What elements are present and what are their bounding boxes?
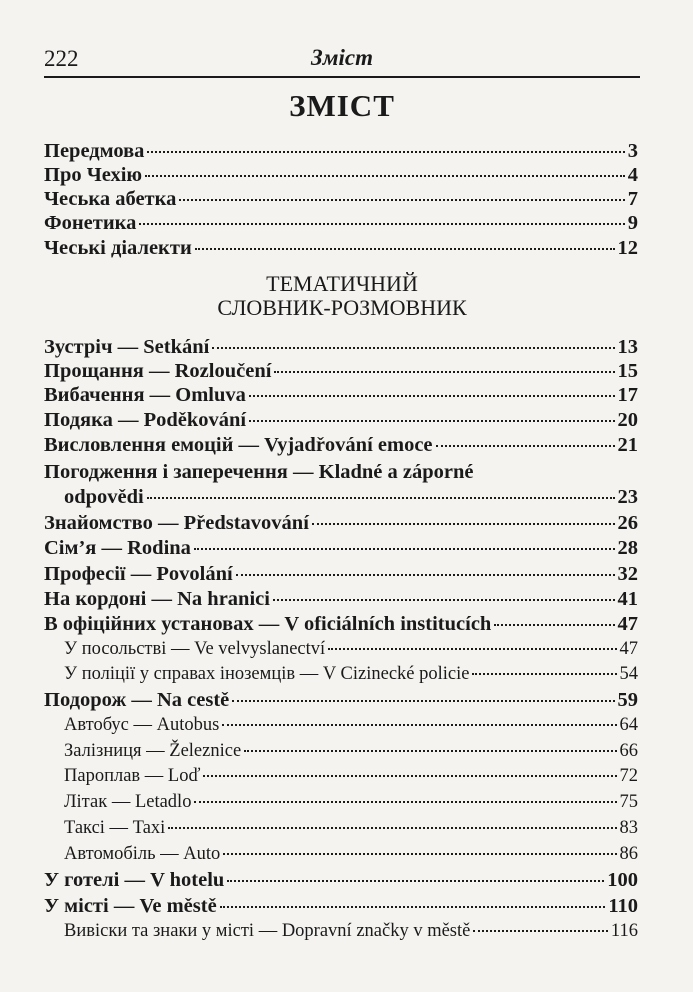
dot-leader	[494, 624, 614, 626]
dot-leader	[249, 420, 614, 422]
toc-subentry	[64, 818, 638, 842]
toc-entry	[44, 537, 638, 561]
toc-entry	[44, 588, 638, 612]
dot-leader	[179, 199, 624, 201]
toc-entry-title: У готелі — V hotelu	[44, 869, 225, 891]
toc-entry-title: Чеські діалекти	[44, 237, 192, 259]
toc-entry-title: В офіційних установах — V oficiálních institucích	[44, 613, 492, 635]
toc-entry-page: 7	[627, 188, 638, 210]
dot-leader	[232, 700, 614, 702]
toc-entry	[44, 895, 638, 919]
toc-entry-page: 4	[627, 164, 638, 186]
toc-entry	[44, 869, 638, 893]
toc-entry-page: 28	[617, 537, 638, 559]
toc-entry	[44, 512, 638, 536]
toc-entry-title: У місті — Ve městě	[44, 895, 217, 917]
toc-entry-page: 15	[617, 360, 638, 382]
toc-subentry	[64, 639, 638, 663]
toc-entry-title: Чеська абетка	[44, 188, 177, 210]
dot-leader	[312, 523, 615, 525]
dot-leader	[223, 853, 616, 855]
dot-leader	[212, 347, 614, 349]
dot-leader	[473, 930, 608, 932]
toc-entry-title: Таксі — Taxi	[64, 818, 166, 838]
toc-entry-page: 47	[619, 639, 638, 659]
toc-entry-page: 47	[617, 613, 638, 635]
running-title: Зміст	[311, 45, 373, 70]
toc-entry-title: Прощання — Rozloučení	[44, 360, 272, 382]
running-header	[44, 44, 640, 78]
toc-entry-continuation	[64, 486, 638, 510]
dot-leader	[203, 775, 616, 777]
toc-entry-title: Погодження і заперечення — Kladné a záporné	[44, 461, 474, 483]
toc-entry-page: 100	[607, 869, 638, 891]
toc-entry-page: 12	[617, 237, 638, 259]
toc-entry	[44, 563, 638, 587]
toc-entry-page: 9	[627, 212, 638, 234]
toc-entry-page: 64	[619, 715, 638, 735]
toc-entry-page: 13	[617, 336, 638, 358]
toc-entry-title: Автобус — Autobus	[64, 715, 220, 735]
toc-subentry	[64, 664, 638, 688]
toc-entry-page: 59	[617, 689, 638, 711]
toc-entry-page: 116	[610, 921, 638, 941]
toc-entry	[44, 409, 638, 433]
toc-entry-title: У поліції у справах іноземців — V Cizinecké policie	[64, 664, 470, 684]
toc-entry-title: Зустріч — Setkání	[44, 336, 210, 358]
toc-entry	[44, 188, 638, 212]
dot-leader	[195, 248, 615, 250]
toc-entry-title: Сім’я — Rodina	[44, 537, 191, 559]
toc-entry-page: 20	[617, 409, 638, 431]
toc-entry	[44, 140, 638, 164]
dot-leader	[139, 223, 624, 225]
toc-entry-title: На кордоні — Na hranici	[44, 588, 270, 610]
toc-entry-title: Літак — Letadlo	[64, 792, 192, 812]
dot-leader	[145, 175, 625, 177]
toc-entry-page: 75	[619, 792, 638, 812]
toc-entry-page: 86	[619, 844, 638, 864]
toc-title: ЗМІСТ	[289, 88, 395, 123]
toc-entry-title: Залізниця — Železnice	[64, 741, 242, 761]
dot-leader	[244, 750, 616, 752]
toc-entry-page: 66	[619, 741, 638, 761]
toc-entry	[44, 461, 638, 485]
dot-leader	[194, 548, 615, 550]
toc-subentry	[64, 792, 638, 816]
toc-subentry	[64, 844, 638, 868]
toc-entry	[44, 434, 638, 458]
dot-leader	[436, 445, 615, 447]
toc-entry-title: Висловлення емоцій — Vyjadřování emoce	[44, 434, 433, 456]
toc-subentry	[64, 741, 638, 765]
toc-entry-page: 23	[617, 486, 638, 508]
dot-leader	[227, 880, 604, 882]
dot-leader	[328, 648, 616, 650]
toc-entry	[44, 336, 638, 360]
toc-entry-title-continued: odpovědi	[64, 486, 144, 508]
dot-leader	[236, 574, 615, 576]
page-number: 222	[44, 46, 79, 71]
toc-entry-title: Професії — Povolání	[44, 563, 233, 585]
toc-entry-title: Фонетика	[44, 212, 137, 234]
toc-entry	[44, 384, 638, 408]
dot-leader	[168, 827, 616, 829]
toc-entry	[44, 212, 638, 236]
dot-leader	[220, 906, 606, 908]
toc-entry-page: 21	[617, 434, 638, 456]
section-heading	[44, 272, 640, 320]
toc-entry-title: Про Чехію	[44, 164, 143, 186]
toc-entry-title: Пароплав — Loď	[64, 766, 201, 786]
toc-subentry	[64, 766, 638, 790]
toc-entry-title: Знайомство — Představování	[44, 512, 309, 534]
toc-entry	[44, 164, 638, 188]
toc-entry-title: У посольстві — Ve velvyslanectví	[64, 639, 326, 659]
toc-entry-page: 110	[608, 895, 638, 917]
toc-subentry	[64, 921, 638, 945]
dot-leader	[273, 599, 615, 601]
section-heading-line: СЛОВНИК-РОЗМОВНИК	[217, 295, 467, 320]
toc-entry-page: 41	[617, 588, 638, 610]
toc-entry-page: 3	[627, 140, 638, 162]
dot-leader	[222, 724, 616, 726]
toc-entry-page: 54	[619, 664, 638, 684]
toc-entry-page: 83	[619, 818, 638, 838]
toc-entry-title: Передмова	[44, 140, 145, 162]
dot-leader	[147, 151, 624, 153]
dot-leader	[472, 673, 616, 675]
toc-entry-page: 72	[619, 766, 638, 786]
toc-entry-page: 32	[617, 563, 638, 585]
section-heading-line: ТЕМАТИЧНИЙ	[266, 271, 418, 296]
toc-entry-page: 26	[617, 512, 638, 534]
toc-entry	[44, 689, 638, 713]
toc-entry	[44, 237, 638, 261]
dot-leader	[147, 497, 615, 499]
toc-entry-title: Вивіски та знаки у місті — Dopravní značky v městě	[64, 921, 471, 941]
toc-entry-title: Вибачення — Omluva	[44, 384, 246, 406]
dot-leader	[194, 801, 616, 803]
toc-entry	[44, 613, 638, 637]
toc-entry-title: Подорож — Na cestě	[44, 689, 230, 711]
toc-entry-title: Автомобіль — Auto	[64, 844, 221, 864]
dot-leader	[249, 395, 615, 397]
dot-leader	[274, 371, 614, 373]
toc-subentry	[64, 715, 638, 739]
toc-entry-title: Подяка — Poděkování	[44, 409, 247, 431]
toc-entry-page: 17	[617, 384, 638, 406]
toc-entry	[44, 360, 638, 384]
